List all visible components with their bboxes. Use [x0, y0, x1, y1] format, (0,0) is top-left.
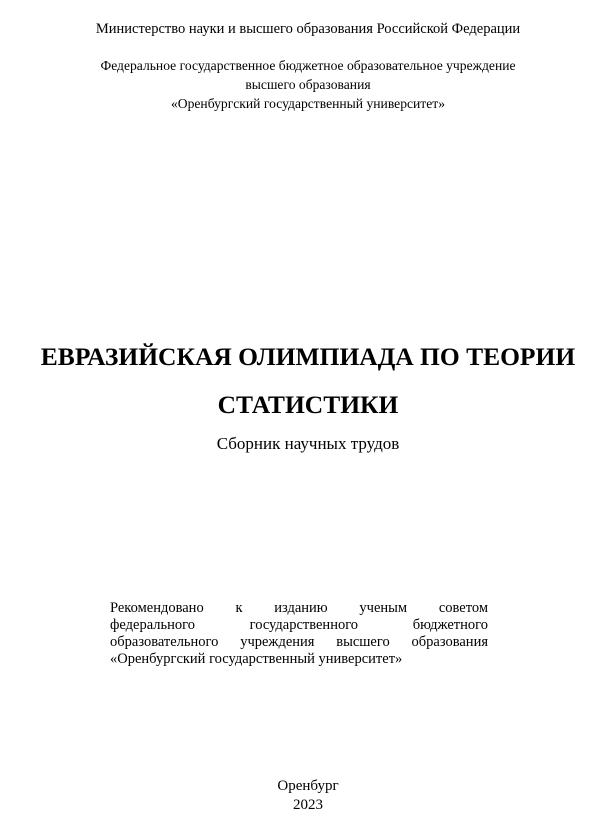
- recommendation-line-4: «Оренбургский государственный университет»: [110, 651, 403, 667]
- recommendation-block: [110, 600, 488, 668]
- main-title-line-1: ЕВРАЗИЙСКАЯ ОЛИМПИАДА ПО ТЕОРИИ: [40, 342, 576, 371]
- ministry-line: Министерство науки и высшего образования Российской Федерации: [95, 21, 521, 37]
- recommendation-line-3: образовательного учреждения высшего образования: [110, 634, 488, 650]
- subtitle: Сборник научных трудов: [216, 434, 400, 453]
- main-title-line-2: СТАТИСТИКИ: [217, 390, 399, 419]
- recommendation-line-2: федерального государственного бюджетного: [110, 617, 488, 633]
- recommendation-line-1: Рекомендовано к изданию ученым советом: [110, 600, 488, 616]
- institution-line-2: высшего образования: [245, 77, 371, 92]
- institution-line-1: Федеральное государственное бюджетное образовательное учреждение: [100, 58, 516, 73]
- year: 2023: [293, 797, 323, 813]
- city: Оренбург: [277, 778, 339, 794]
- institution-line-3: «Оренбургский государственный университет»: [170, 96, 446, 111]
